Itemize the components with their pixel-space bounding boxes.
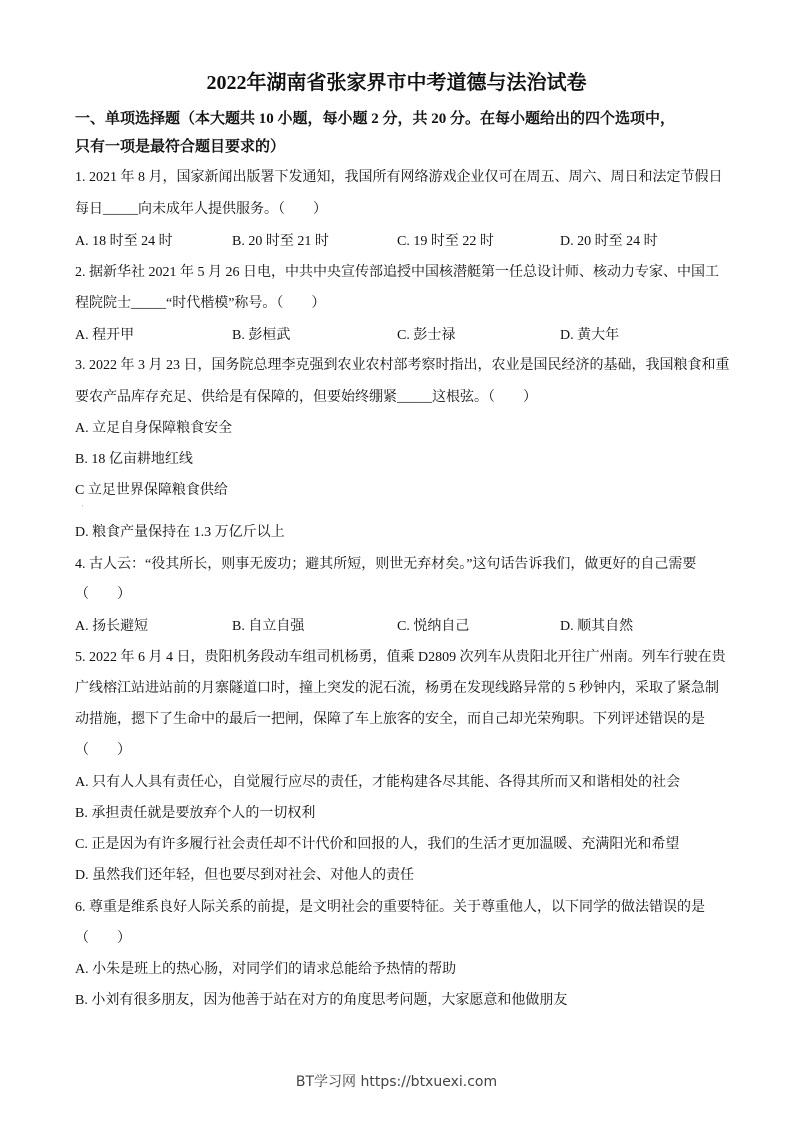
q1-option-c: C. 19 时至 22 时 (397, 234, 494, 249)
q2-option-c: C. 彭士禄 (397, 328, 456, 343)
q3-option-d: D. 粮食产量保持在 1.3 万亿斤以上 (75, 525, 285, 540)
q1-option-d: D. 20 时至 24 时 (560, 234, 658, 249)
question-5-stem: 广线榕江站进站前的月寨隧道口时，撞上突发的泥石流，杨勇在发现线路异常的 5 秒钟内，采取了紧急制 (75, 681, 719, 696)
question-4-stem: （ ） (75, 587, 131, 602)
q1-option-b: B. 20 时至 21 时 (232, 234, 329, 249)
question-3-stem: 要农产品库存充足、供给是有保障的，但要始终绷紧_____这根弦。（ ） (75, 390, 537, 405)
q5-option-c: C. 正是因为有许多履行社会责任却不计代价和回报的人，我们的生活才更加温暖、充满阳光和希望 (75, 837, 680, 852)
section-heading-cont: 只有一项是最符合题目要求的） (75, 139, 286, 155)
question-1-stem: 1. 2021 年 8 月，国家新闻出版署下发通知，我国所有网络游戏企业仅可在周五、周六、周日和法定节假日 (75, 170, 723, 185)
q2-option-a: A. 程开甲 (75, 328, 135, 343)
section-heading: 一、单项选择题（本大题共 10 小题，每小题 2 分，共 20 分。在每小题给出的四个选项中， (75, 111, 676, 127)
question-1-stem: 每日_____向未成年人提供服务。（ ） (75, 202, 327, 217)
q3-option-c: C 立足世界保障粮食供给 (75, 483, 228, 498)
q5-option-d: D. 虽然我们还年轻，但也要尽到对社会、对他人的责任 (75, 868, 415, 883)
q2-option-d: D. 黄大年 (560, 328, 620, 343)
question-5-stem: 5. 2022 年 6 月 4 日，贵阳机务段动车组司机杨勇，值乘 D2809 次列车从贵阳北开往广州南。列车行驶在贵 (75, 650, 726, 665)
q3-option-b: B. 18 亿亩耕地红线 (75, 452, 193, 467)
q4-option-b: B. 自立自强 (232, 619, 305, 634)
question-5-stem: 动措施，摁下了生命中的最后一把闸，保障了车上旅客的安全，而自己却光荣殉职。下列评述错误的是 (75, 712, 705, 727)
q4-option-a: A. 扬长避短 (75, 619, 149, 634)
question-6-stem: 6. 尊重是维系良好人际关系的前提，是文明社会的重要特征。关于尊重他人，以下同学的做法错误的是 (75, 900, 705, 915)
stray-mark: ' (82, 505, 84, 511)
q4-option-d: D. 顺其自然 (560, 619, 634, 634)
page-title: 2022年湖南省张家界市中考道德与法治试卷 (206, 72, 587, 94)
question-2-stem: 程院院士_____“时代楷模”称号。（ ） (75, 296, 326, 311)
q4-option-c: C. 悦纳自己 (397, 619, 470, 634)
q6-option-a: A. 小朱是班上的热心肠，对同学们的请求总能给予热情的帮助 (75, 962, 457, 977)
q5-option-b: B. 承担责任就是要放弃个人的一切权利 (75, 806, 316, 821)
q5-option-a: A. 只有人人具有责任心，自觉履行应尽的责任，才能构建各尽其能、各得其所而又和谐相处的社会 (75, 775, 681, 790)
question-3-stem: 3. 2022 年 3 月 23 日，国务院总理李克强到农业农村部考察时指出，农业是国民经济的基础，我国粮食和重 (75, 358, 730, 373)
q1-option-a: A. 18 时至 24 时 (75, 234, 173, 249)
question-4-stem: 4. 古人云：“役其所长，则事无废功；避其所短，则世无弃材矣。”这句话告诉我们，做更好的自己需要 (75, 557, 697, 572)
question-5-stem: （ ） (75, 743, 131, 758)
footer-watermark: BT学习网 https://btxuexi.com (295, 1074, 498, 1090)
question-2-stem: 2. 据新华社 2021 年 5 月 26 日电，中共中央宣传部追授中国核潜艇第一任总设计师、核动力专家、中国工 (75, 265, 719, 280)
q6-option-b: B. 小刘有很多朋友，因为他善于站在对方的角度思考问题，大家愿意和他做朋友 (75, 993, 568, 1008)
q3-option-a: A. 立足自身保障粮食安全 (75, 421, 233, 436)
q2-option-b: B. 彭桓武 (232, 328, 291, 343)
question-6-stem: （ ） (75, 931, 131, 946)
